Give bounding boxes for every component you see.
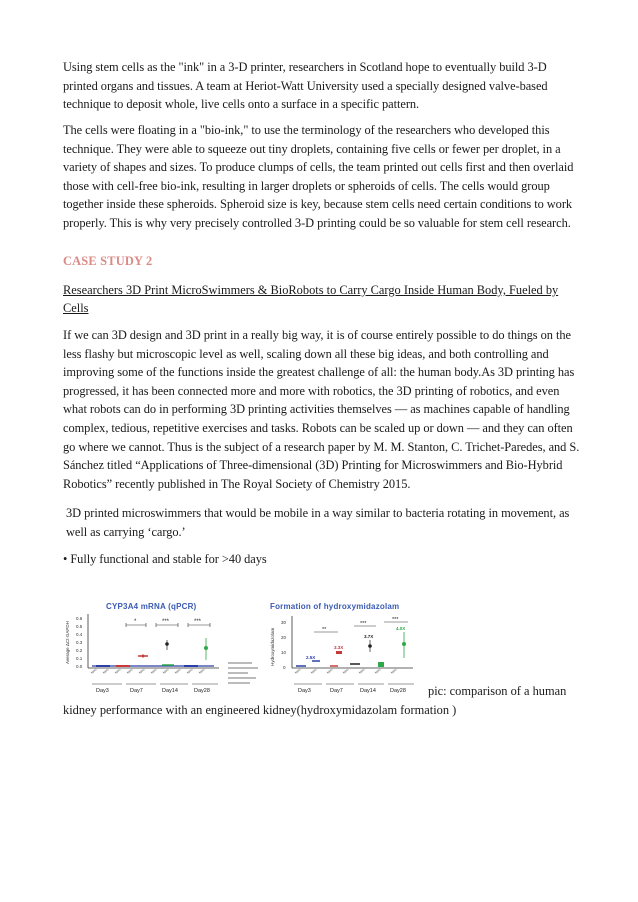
- svg-text:Neo: Neo: [126, 667, 134, 675]
- figure-cyp3a4-mrna: [64, 602, 224, 694]
- right-fold-label: 4.0X: [396, 626, 406, 631]
- left-day-label: Day7: [130, 688, 143, 694]
- figure-right-title: Formation of hydroxymidazolam: [270, 602, 400, 611]
- svg-text:Neo: Neo: [390, 667, 398, 675]
- figure-caption-part2: kidney performance with an engineered kidney(hydroxymidazolam formation ): [63, 703, 457, 717]
- figure-caption-part1: pic: comparison of a human: [428, 684, 567, 698]
- left-ytick: 0.6: [76, 616, 83, 621]
- right-fold-label: 2.5X: [306, 655, 316, 660]
- paragraph-stem-cell-ink: Using stem cells as the "ink" in a 3-D printer, researchers in Scotland hope to eventually build 3-D printed organs and tissues. A team at Heriot-Watt University used a specially designed valve-based technique to deposit whole, live cells onto a surface in a specific pattern.: [63, 60, 548, 112]
- svg-text:Neo: Neo: [90, 667, 98, 675]
- right-ytick: 30: [281, 620, 287, 625]
- figure-left-plot: [64, 602, 224, 694]
- paragraph-bio-ink: The cells were floating in a "bio-ink," to use the terminology of the researchers who developed this technique. They were able to squeeze out tiny droplets, containing five cells or fewer per droplet, in a variety of shapes and sizes. To produce clumps of cells, the team printed out cells first and then overlaid those with cell-free bio-ink, resulting in larger droplets or spheroids of cells. The cells would group together inside these spheroids. Spheroid size is key, because stem cells need certain conditions to work properly. This is why very precisely controlled 3-D printing could be so valuable for stem cell research.: [63, 123, 574, 230]
- svg-text:Average ΔCt-GAPDH: Average ΔCt-GAPDH: [65, 621, 70, 664]
- svg-text:Neo: Neo: [326, 667, 334, 675]
- left-day-label: Day28: [194, 688, 210, 694]
- svg-text:Neo: Neo: [114, 667, 122, 675]
- left-data-points: [96, 638, 208, 666]
- right-sig-marker: ***: [392, 617, 399, 623]
- left-ytick: 0.3: [76, 640, 83, 645]
- left-ytick: 0.1: [76, 656, 83, 661]
- svg-text:Neo: Neo: [174, 667, 182, 675]
- figure-hydroxymidazolam: [268, 602, 418, 694]
- case-study-label: CASE STUDY 2: [63, 254, 153, 268]
- left-sig-marker: *: [134, 619, 137, 625]
- left-day-label: Day3: [96, 688, 109, 694]
- right-data-points: [296, 632, 406, 667]
- left-ytick: 0.4: [76, 632, 83, 637]
- svg-text:Neo: Neo: [186, 667, 194, 675]
- left-ytick: 0.2: [76, 648, 83, 653]
- figure-legend: [226, 602, 266, 694]
- right-ytick: 20: [281, 635, 287, 640]
- svg-text:Neo: Neo: [162, 667, 170, 675]
- right-fold-label: 3.3X: [334, 645, 344, 650]
- svg-text:Neo: Neo: [374, 667, 382, 675]
- figure-right-plot: [268, 602, 418, 694]
- svg-text:Neo: Neo: [198, 667, 206, 675]
- svg-text:Hydroxymidazolam: Hydroxymidazolam: [270, 627, 275, 666]
- paragraph-microswimmers-cargo: 3D printed microswimmers that would be mobile in a way similar to bacteria rotating in movement, as well as carrying ‘cargo.’: [66, 506, 570, 539]
- left-sig-marker: ***: [162, 619, 170, 625]
- svg-text:Neo: Neo: [102, 667, 110, 675]
- svg-text:Neo: Neo: [150, 667, 158, 675]
- svg-text:Neo: Neo: [310, 667, 318, 675]
- right-fold-label: 3.7X: [364, 634, 374, 639]
- paragraph-microswimmers-intro: If we can 3D design and 3D print in a really big way, it is of course entirely possible to do things on the less flashy but microscopic level as well, scaling down all these big ideas, and both controlling and improving some of the functions inside the greatest challenge of all: the human body.As 3D printing has progressed, it has been connected more and more with robotics, the 3D printing of robotics, and even what robots can do in performing 3D printing activities themselves — as machines capable of handling complex, tedious, repetitive exercises and tasks. Robots can be scaled up or down — and they can often go where we cannot. Thus is the subject of a research paper by M. M. Stanton, C. Trichet-Paredes, and S. Sánchez titled “Applications of Three-dimensional (3D) Printing for Microswimmers and Bio-Hybrid Robotics” recently published in The Royal Society of Chemistry 2015.: [63, 328, 580, 491]
- right-day-label: Day28: [390, 688, 406, 694]
- right-day-label: Day3: [298, 688, 311, 694]
- right-ytick: 0: [283, 665, 286, 670]
- bullet-functional-40-days: • Fully functional and stable for >40 days: [63, 552, 267, 566]
- case-study-heading: Researchers 3D Print MicroSwimmers & BioRobots to Carry Cargo Inside Human Body, Fueled by Cells: [63, 283, 559, 315]
- figure-left-title: CYP3A4 mRNA (qPCR): [106, 602, 197, 611]
- right-ytick: 10: [281, 650, 287, 655]
- svg-text:Neo: Neo: [294, 667, 302, 675]
- left-ytick: 0.0: [76, 664, 83, 669]
- left-ytick: 0.5: [76, 624, 83, 629]
- svg-text:Neo: Neo: [342, 667, 350, 675]
- left-sig-marker: ***: [194, 619, 202, 625]
- left-day-label: Day14: [162, 688, 178, 694]
- svg-text:Neo: Neo: [138, 667, 146, 675]
- right-day-label: Day7: [330, 688, 343, 694]
- right-sig-marker: **: [322, 627, 327, 633]
- svg-text:Neo: Neo: [358, 667, 366, 675]
- figure-legend-plot: [226, 602, 266, 694]
- right-sig-marker: ***: [360, 621, 367, 627]
- right-day-label: Day14: [360, 688, 376, 694]
